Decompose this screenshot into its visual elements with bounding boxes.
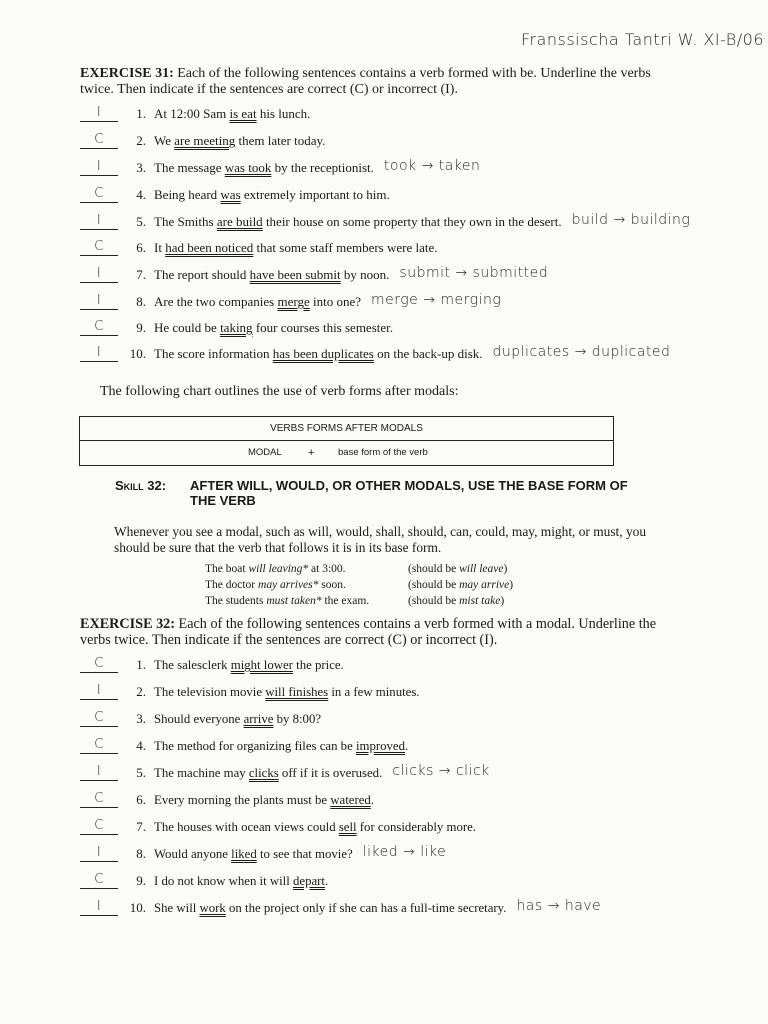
sentence-post: their house on some property that they own in the desert. <box>262 214 562 229</box>
sentence <box>154 267 389 283</box>
correction-note-handwritten: submit → submitted <box>399 265 549 281</box>
item-number: 9. <box>136 320 146 335</box>
underlined-verb: improved <box>355 739 406 753</box>
example-fix-post: ) <box>509 579 514 591</box>
sentence-post: to see that movie? <box>256 847 353 861</box>
exercise-32-text: Each of the following sentences contains a verb formed with a modal. Underline the verbs twice. Then indicate if the sentences are correct (C) or incorrect (I). <box>80 616 657 648</box>
sentence-pre: The score information <box>154 346 273 361</box>
sentence-pre: The method for organizing files can be <box>154 739 356 753</box>
sentence-post: on the project only if she can has a full-time secretary. <box>225 901 507 915</box>
sentence-post: that some staff members were late. <box>253 240 438 255</box>
exercise-31-instructions <box>80 66 680 98</box>
list-item <box>80 736 408 754</box>
exercise-31-label: EXERCISE 31: <box>80 66 174 81</box>
item-number: 2. <box>136 133 146 148</box>
item-number: 3. <box>136 711 146 726</box>
list-item <box>80 709 321 727</box>
sentence <box>154 658 344 673</box>
correction-note-handwritten: has → have <box>516 898 602 914</box>
answer-mark-handwritten: I <box>80 846 118 862</box>
underlined-verb: clicks <box>248 766 279 780</box>
table-base-form-cell: base form of the verb <box>338 447 428 458</box>
example-error: may arrives* <box>258 579 319 591</box>
example-row <box>205 579 513 591</box>
example-row <box>205 563 507 575</box>
item-number: 1. <box>136 106 146 121</box>
underlined-verb: has been duplicates <box>272 346 374 361</box>
sentence <box>154 346 483 362</box>
underlined-verb: is eat <box>229 106 257 121</box>
underlined-verb: sell <box>338 820 357 834</box>
answer-mark-handwritten: I <box>80 160 118 176</box>
sentence <box>154 901 506 916</box>
sentence <box>154 766 382 781</box>
sentence <box>154 106 310 122</box>
example-fix <box>408 595 504 607</box>
skill-32-title: AFTER WILL, WOULD, OR OTHER MODALS, USE THE BASE FORM OF THE VERB <box>190 478 628 508</box>
list-item <box>80 158 480 176</box>
list-item <box>80 655 344 673</box>
answer-mark-handwritten: C <box>80 738 118 754</box>
answer-mark-handwritten: C <box>80 133 118 149</box>
answer-mark-handwritten: C <box>80 792 118 808</box>
sentence-post: . <box>370 793 374 807</box>
list-item <box>80 790 374 808</box>
list-item <box>80 265 548 283</box>
item-number: 9. <box>136 873 146 888</box>
underlined-verb: might lower <box>230 658 293 672</box>
example-fix-pre: (should be <box>408 595 460 607</box>
item-number: 8. <box>136 846 146 861</box>
sentence-post: them later today. <box>235 133 326 148</box>
sentence-pre: The salesclerk <box>154 658 231 672</box>
list-item <box>80 238 438 256</box>
table-modal-cell: MODAL <box>248 447 282 458</box>
answer-mark-handwritten: C <box>80 320 118 336</box>
underlined-verb: had been noticed <box>165 240 254 255</box>
sentence <box>154 793 374 808</box>
example-pre: The boat <box>205 563 249 575</box>
list-item <box>80 104 310 122</box>
underlined-verb: are build <box>216 214 263 229</box>
example-post: the exam. <box>321 595 370 607</box>
answer-mark-handwritten: I <box>80 106 118 122</box>
sentence <box>154 820 476 835</box>
sentence-post: extremely important to him. <box>240 187 390 202</box>
verb-forms-table <box>79 416 614 466</box>
underlined-verb: was took <box>224 160 272 175</box>
list-item <box>80 898 601 916</box>
example-pre: The students <box>205 595 267 607</box>
sentence-pre: At 12:00 Sam <box>154 106 230 121</box>
sentence <box>154 214 562 230</box>
sentence <box>154 712 321 727</box>
sentence-pre: Every morning the plants must be <box>154 793 331 807</box>
sentence-pre: We <box>154 133 175 148</box>
item-number: 5. <box>136 765 146 780</box>
answer-mark-handwritten: C <box>80 873 118 889</box>
sentence-post: into one? <box>309 294 361 309</box>
sentence-pre: The machine may <box>154 766 249 780</box>
student-name-handwritten: Franssischa Tantri W. XI-B/06 <box>520 30 764 49</box>
sentence-pre: The message <box>154 160 225 175</box>
underlined-verb: depart <box>292 874 325 888</box>
answer-mark-handwritten: I <box>80 214 118 230</box>
skill-32-label: Skill 32: <box>115 478 167 493</box>
sentence-pre: Are the two companies <box>154 294 278 309</box>
sentence-post: in a few minutes. <box>328 685 420 699</box>
sentence-pre: The television movie <box>154 685 266 699</box>
exercise-32-label: EXERCISE 32: <box>80 616 175 632</box>
answer-mark-handwritten: I <box>80 684 118 700</box>
sentence-post: by 8:00? <box>273 712 322 726</box>
table-header: VERBS FORMS AFTER MODALS <box>80 417 613 441</box>
underlined-verb: have been submit <box>249 267 341 282</box>
sentence-pre: The report should <box>154 267 250 282</box>
sentence-post: the price. <box>292 658 344 672</box>
item-number: 10. <box>129 900 146 915</box>
item-number: 7. <box>136 819 146 834</box>
exercise-31-text: Each of the following sentences contains a verb formed with be. Underline the verbs twice. Then indicate if the sentences are correct (C) or incorrect (I). <box>80 66 651 97</box>
list-item <box>80 185 390 203</box>
example-error: will leaving* <box>248 563 309 575</box>
correction-note-handwritten: build → building <box>571 212 691 228</box>
chart-intro-text: The following chart outlines the use of verb forms after modals: <box>100 384 459 399</box>
sentence-pre: The Smiths <box>154 214 217 229</box>
item-number: 7. <box>136 267 146 282</box>
answer-mark-handwritten: C <box>80 657 118 673</box>
correction-note-handwritten: clicks → click <box>392 763 490 779</box>
correction-note-handwritten: took → taken <box>383 158 481 174</box>
item-number: 1. <box>136 657 146 672</box>
sentence-post: for considerably more. <box>356 820 476 834</box>
sentence <box>154 685 420 700</box>
underlined-verb: will finishes <box>265 685 329 699</box>
sentence-pre: She will <box>154 901 200 915</box>
item-number: 6. <box>136 240 146 255</box>
list-item <box>80 817 476 835</box>
correction-note-handwritten: merge → merging <box>370 292 502 308</box>
example-fix-post: ) <box>500 595 505 607</box>
answer-mark-handwritten: I <box>80 900 118 916</box>
item-number: 4. <box>136 187 146 202</box>
sentence <box>154 294 361 310</box>
answer-mark-handwritten: C <box>80 819 118 835</box>
sentence <box>154 240 438 256</box>
sentence <box>154 133 325 149</box>
underlined-verb: merge <box>277 294 310 309</box>
answer-mark-handwritten: C <box>80 187 118 203</box>
sentence <box>154 739 408 754</box>
table-plus-cell: + <box>308 447 315 459</box>
example-fix-pre: (should be <box>408 563 460 575</box>
sentence-post: by the receptionist. <box>271 160 374 175</box>
sentence <box>154 320 393 336</box>
example-post: soon. <box>318 579 346 591</box>
example-row <box>205 595 504 607</box>
answer-mark-handwritten: C <box>80 711 118 727</box>
sentence <box>154 187 390 203</box>
answer-mark-handwritten: I <box>80 346 118 362</box>
answer-mark-handwritten: C <box>80 240 118 256</box>
skill-32-paragraph: Whenever you see a modal, such as will, would, shall, should, can, could, may, might, or must, you should be sure that the verb that follows it is in its base form. <box>114 524 647 555</box>
list-item <box>80 344 670 362</box>
underlined-verb: liked <box>231 847 257 861</box>
example-fix-verb: may arrive <box>459 579 510 591</box>
item-number: 6. <box>136 792 146 807</box>
sentence-post: off if it is overused. <box>278 766 383 780</box>
item-number: 3. <box>136 160 146 175</box>
underlined-verb: work <box>199 901 226 915</box>
example-fix <box>408 563 507 575</box>
sentence <box>154 160 374 176</box>
item-number: 8. <box>136 294 146 309</box>
list-item <box>80 682 420 700</box>
example-pre: The doctor <box>205 579 259 591</box>
underlined-verb: arrive <box>243 712 274 726</box>
sentence-post: . <box>405 739 409 753</box>
correction-note-handwritten: liked → like <box>362 844 447 860</box>
example-sentence <box>205 579 408 591</box>
example-sentence <box>205 595 408 607</box>
sentence-pre: He could be <box>154 320 221 335</box>
item-number: 2. <box>136 684 146 699</box>
sentence-pre: Being heard <box>154 187 221 202</box>
example-sentence <box>205 563 408 575</box>
sentence-post: his lunch. <box>256 106 311 121</box>
underlined-verb: was <box>220 187 241 202</box>
answer-mark-handwritten: I <box>80 294 118 310</box>
sentence-post: . <box>324 874 329 888</box>
list-item <box>80 292 501 310</box>
list-item <box>80 871 328 889</box>
example-fix-verb: will leave <box>459 563 504 575</box>
sentence <box>154 847 353 862</box>
sentence-post: by noon. <box>340 267 390 282</box>
list-item <box>80 318 393 336</box>
example-fix <box>408 579 513 591</box>
sentence-pre: It <box>154 240 166 255</box>
example-fix-verb: mist take <box>459 595 501 607</box>
example-post: at 3:00. <box>308 563 346 575</box>
underlined-verb: are meeting <box>174 133 236 148</box>
item-number: 10. <box>129 346 146 361</box>
skill-32-heading <box>115 478 628 508</box>
exercise-32-instructions <box>80 616 690 648</box>
list-item <box>80 131 325 149</box>
list-item <box>80 844 446 862</box>
item-number: 5. <box>136 214 146 229</box>
answer-mark-handwritten: I <box>80 267 118 283</box>
sentence-pre: I do not know when it will <box>154 874 293 888</box>
sentence <box>154 874 328 889</box>
sentence-post: four courses this semester. <box>252 320 394 335</box>
example-error: must taken* <box>266 595 322 607</box>
sentence-pre: Would anyone <box>154 847 232 861</box>
example-fix-post: ) <box>503 563 508 575</box>
list-item <box>80 212 690 230</box>
underlined-verb: taking <box>220 320 253 335</box>
table-row <box>80 441 613 465</box>
list-item <box>80 763 490 781</box>
correction-note-handwritten: duplicates → duplicated <box>492 344 671 360</box>
answer-mark-handwritten: I <box>80 765 118 781</box>
underlined-verb: watered <box>330 793 371 807</box>
sentence-pre: The houses with ocean views could <box>154 820 339 834</box>
sentence-pre: Should everyone <box>154 712 244 726</box>
sentence-post: on the back-up disk. <box>373 346 483 361</box>
item-number: 4. <box>136 738 146 753</box>
example-fix-pre: (should be <box>408 579 460 591</box>
